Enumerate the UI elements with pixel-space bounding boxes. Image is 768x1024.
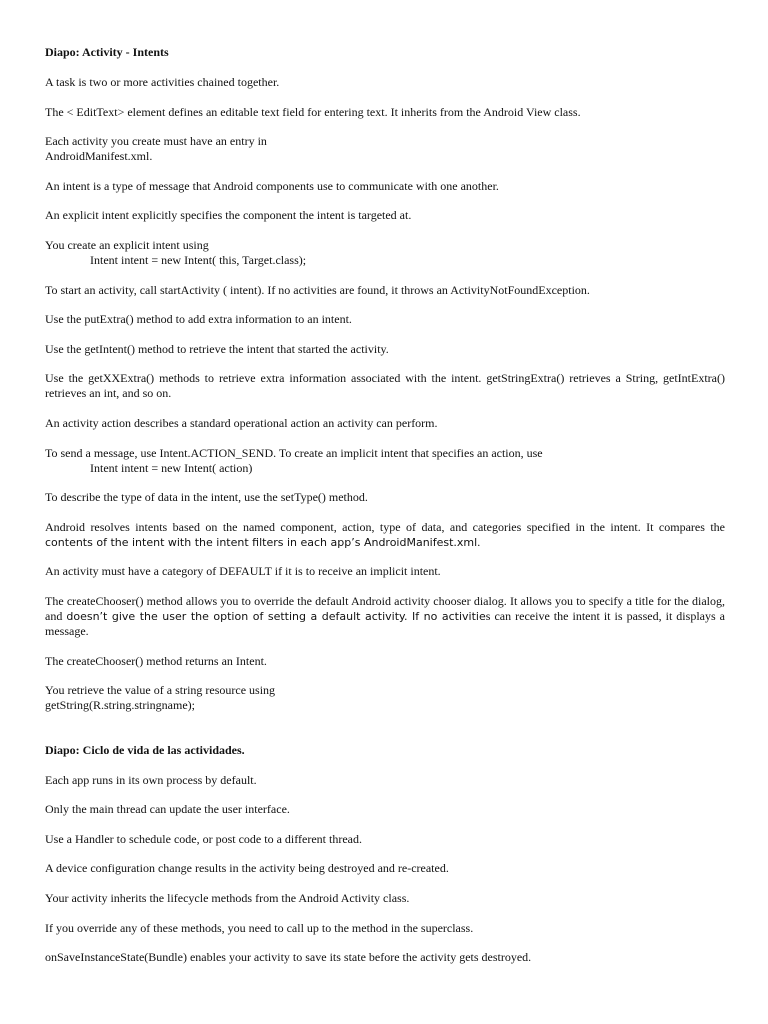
paragraph: A task is two or more activities chained together. <box>45 75 280 89</box>
paragraph: An activity must have a category of DEFAULT if it is to receive an implicit intent. <box>45 564 441 579</box>
paragraph-line: AndroidManifest.xml. <box>45 149 153 164</box>
paragraph: To describe the type of data in the intent, use the setType() method. <box>45 490 368 505</box>
paragraph: An intent is a type of message that Android components use to communicate with one another. <box>45 178 499 193</box>
paragraph: Your activity inherits the lifecycle methods from the Android Activity class. <box>45 891 410 906</box>
paragraph <box>45 520 725 550</box>
section-heading-intents: Diapo: Activity - Intents <box>45 45 169 59</box>
paragraph-line: getString(R.string.stringname); <box>45 698 195 713</box>
paragraph: Use the getXXExtra() methods to retrieve extra information associated with the intent. getStringExtra() retrieves a String, getIntExtra() retrieves an int, and so on. <box>45 371 725 401</box>
paragraph-line: To send a message, use Intent.ACTION_SEND. To create an implicit intent that specifies an action, use <box>45 445 543 460</box>
spacer <box>45 728 725 743</box>
paragraph: If you override any of these methods, you need to call up to the method in the superclass. <box>45 920 474 935</box>
paragraph: The createChooser() method returns an Intent. <box>45 653 267 668</box>
paragraph <box>45 446 725 476</box>
paragraph: To start an activity, call startActivity ( intent). If no activities are found, it throws an ActivityNotFoundException. <box>45 282 590 297</box>
paragraph-line: You create an explicit intent using <box>45 237 209 252</box>
document-page <box>45 45 725 980</box>
paragraph: Use a Handler to schedule code, or post code to a different thread. <box>45 831 362 846</box>
paragraph: onSaveInstanceState(Bundle) enables your activity to save its state before the activity gets destroyed. <box>45 950 532 965</box>
paragraph-text: . <box>477 534 481 549</box>
paragraph: Use the getIntent() method to retrieve the intent that started the activity. <box>45 341 389 356</box>
paragraph-text: s can receive the intent it is passed, it displays a message. <box>45 608 725 638</box>
paragraph: The < EditText> element defines an editable text field for entering text. It inherits from the Android View class. <box>45 104 581 119</box>
paragraph-text: The createChooser() method allows you to override the default Android activity chooser dialog. It allows you to specify a title for the dialog, and <box>45 593 725 623</box>
paragraph-text: Android resolves intents based on the named component, action, type of data, and categories specified in the intent. It compares the <box>45 519 725 534</box>
paragraph: Only the main thread can update the user interface. <box>45 802 290 817</box>
paragraph <box>45 683 725 713</box>
paragraph: An explicit intent explicitly specifies the component the intent is targeted at. <box>45 208 412 223</box>
paragraph-text-sans: contents of the intent with the intent filters in each app’s AndroidManifest.xml <box>45 535 478 549</box>
code-line: Intent intent = new Intent( action) <box>90 460 253 475</box>
paragraph: Use the putExtra() method to add extra information to an intent. <box>45 312 352 327</box>
section-heading-lifecycle: Diapo: Ciclo de vida de las actividades. <box>45 742 245 757</box>
paragraph <box>45 238 725 268</box>
paragraph: A device configuration change results in the activity being destroyed and re-created. <box>45 861 449 876</box>
paragraph-line: You retrieve the value of a string resource using <box>45 683 276 698</box>
paragraph: Each app runs in its own process by default. <box>45 772 257 787</box>
paragraph <box>45 594 725 639</box>
paragraph-line: Each activity you create must have an entry in <box>45 134 267 149</box>
paragraph <box>45 134 725 164</box>
code-line: Intent intent = new Intent( this, Target.class); <box>90 252 307 267</box>
paragraph-text-sans: doesn’t give the user the option of setting a default activity. If no activitie <box>66 609 486 623</box>
paragraph: An activity action describes a standard operational action an activity can perform. <box>45 415 438 430</box>
